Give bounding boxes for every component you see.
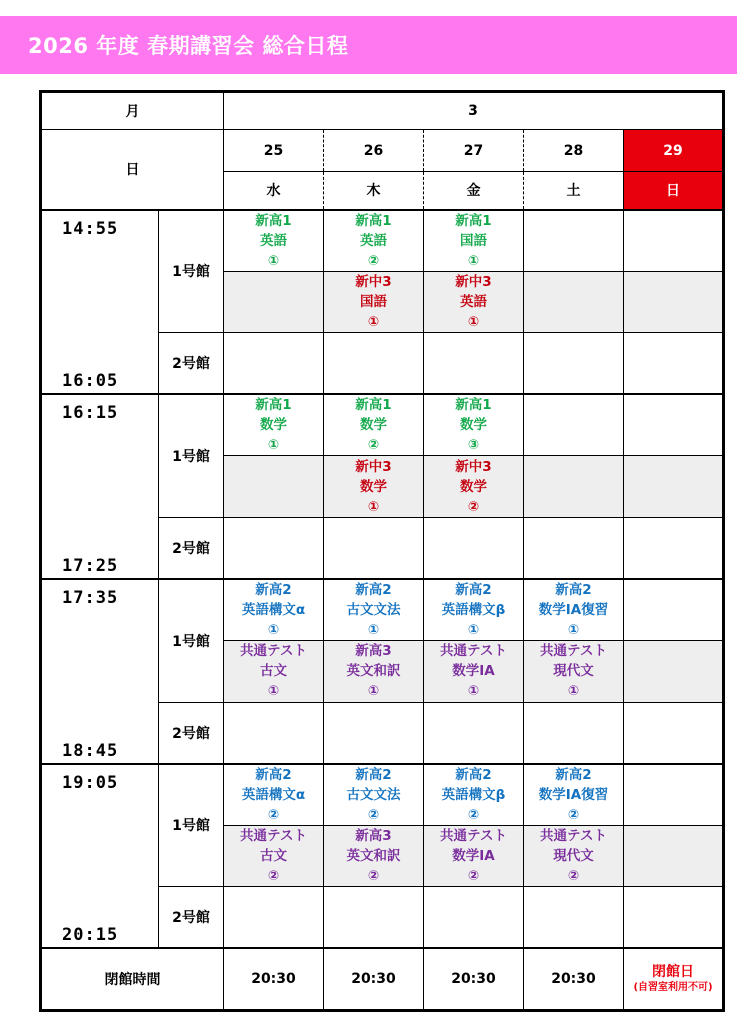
- class-slot: [524, 764, 624, 826]
- class-subject: 古文文法: [346, 602, 401, 618]
- class-slot: [424, 579, 524, 641]
- empty-slot: [624, 641, 724, 703]
- class-number: ②: [467, 806, 480, 823]
- empty-slot: [424, 702, 524, 764]
- date-cell: 27: [424, 130, 524, 172]
- class-grade: 新高1: [255, 212, 292, 229]
- class-grade: 新高1: [355, 212, 392, 229]
- class-number: ①: [467, 313, 480, 330]
- empty-slot: [224, 456, 324, 518]
- empty-slot: [624, 764, 724, 826]
- class-subject: 数学ⅠA: [452, 848, 495, 864]
- empty-slot: [624, 825, 724, 887]
- empty-slot: [324, 333, 424, 395]
- class-number: ②: [367, 868, 380, 884]
- closed-note: (自習室利用不可): [633, 982, 713, 994]
- class-subject: 現代文: [553, 663, 594, 680]
- empty-slot: [524, 210, 624, 272]
- empty-slot: [424, 333, 524, 395]
- class-grade: 新高1: [455, 397, 492, 414]
- class-grade: 新中3: [455, 458, 492, 475]
- class-number: ②: [467, 868, 480, 884]
- class-grade: 新高2: [255, 582, 292, 598]
- closed-label: 閉館日: [652, 964, 695, 981]
- class-grade: 新高2: [455, 582, 492, 598]
- end-time: 16:05: [62, 371, 119, 392]
- class-subject: 数学: [260, 417, 287, 434]
- empty-slot: [324, 887, 424, 949]
- empty-slot: [224, 517, 324, 579]
- hall-1-label: 1号館: [159, 394, 224, 517]
- period-row: [41, 764, 724, 826]
- class-subject: 数学: [460, 478, 487, 495]
- empty-slot: [524, 456, 624, 518]
- class-grade: 新高3: [355, 828, 392, 844]
- class-number: ①: [267, 437, 280, 454]
- class-slot: [224, 579, 324, 641]
- start-time: 14:55: [62, 218, 119, 239]
- class-slot: [524, 641, 624, 703]
- class-slot: [324, 641, 424, 703]
- end-time: 17:25: [62, 555, 119, 576]
- hall-1-label: 1号館: [159, 579, 224, 702]
- class-grade: 新中3: [355, 458, 392, 475]
- weekday-cell: 木: [324, 172, 424, 210]
- class-grade: 共通テスト: [440, 643, 507, 660]
- class-number: ②: [367, 806, 380, 823]
- class-number: ①: [467, 252, 480, 269]
- class-grade: 新高3: [355, 643, 392, 660]
- time-range: [41, 579, 159, 764]
- empty-slot: [624, 271, 724, 333]
- weekday-cell: 日: [624, 172, 724, 210]
- class-grade: 新高1: [455, 212, 492, 229]
- class-number: ①: [367, 313, 380, 330]
- class-subject: 英語: [260, 232, 287, 249]
- date-cell: 26: [324, 130, 424, 172]
- class-grade: 共通テスト: [540, 828, 607, 844]
- class-number: ①: [467, 622, 480, 638]
- class-slot: [324, 764, 424, 826]
- start-time: 19:05: [62, 772, 119, 793]
- class-slot: [424, 641, 524, 703]
- hall-2-label: 2号館: [159, 517, 224, 579]
- class-number: ①: [567, 622, 580, 638]
- class-slot: [224, 825, 324, 887]
- class-subject: 現代文: [553, 848, 594, 864]
- hall-1-label: 1号館: [159, 210, 224, 333]
- class-subject: 英語: [360, 232, 387, 249]
- class-subject: 古文: [260, 848, 287, 864]
- end-time: 20:15: [62, 925, 119, 946]
- empty-slot: [524, 517, 624, 579]
- hall-2-label: 2号館: [159, 333, 224, 395]
- day-label: 日: [41, 130, 224, 210]
- period-row: [41, 210, 724, 272]
- class-slot: [224, 641, 324, 703]
- empty-slot: [624, 579, 724, 641]
- empty-slot: [424, 887, 524, 949]
- empty-slot: [224, 271, 324, 333]
- end-time: 18:45: [62, 740, 119, 761]
- time-range: [41, 210, 159, 395]
- class-number: ③: [467, 437, 480, 454]
- class-slot: [324, 394, 424, 456]
- hall-2-label: 2号館: [159, 702, 224, 764]
- class-grade: 新高2: [355, 766, 392, 783]
- class-slot: [324, 579, 424, 641]
- class-subject: 古文文法: [346, 786, 401, 803]
- class-slot: [524, 579, 624, 641]
- empty-slot: [524, 702, 624, 764]
- empty-slot: [624, 456, 724, 518]
- closing-label: 閉館時間: [41, 948, 224, 1010]
- class-slot: [524, 825, 624, 887]
- class-subject: 数学ⅠA復習: [538, 786, 609, 803]
- class-slot: [324, 210, 424, 272]
- class-slot: [224, 394, 324, 456]
- class-grade: 新高1: [355, 397, 392, 414]
- closing-time: 20:30: [424, 948, 524, 1010]
- empty-slot: [324, 517, 424, 579]
- empty-slot: [624, 887, 724, 949]
- period-row: [41, 579, 724, 641]
- class-grade: 新高2: [555, 582, 592, 598]
- class-subject: 国語: [460, 232, 487, 249]
- time-range: [41, 394, 159, 579]
- class-grade: 新中3: [455, 273, 492, 290]
- class-number: ①: [267, 252, 280, 269]
- class-grade: 新高2: [455, 766, 492, 783]
- class-slot: [424, 271, 524, 333]
- class-slot: [324, 825, 424, 887]
- class-slot: [424, 456, 524, 518]
- class-number: ①: [267, 622, 280, 638]
- month-value: 3: [224, 92, 724, 130]
- closing-row: [41, 948, 724, 1010]
- title-banner: [0, 16, 737, 74]
- class-subject: 数学ⅠA: [452, 663, 495, 680]
- class-subject: 英文和訳: [346, 848, 401, 864]
- date-cell: 25: [224, 130, 324, 172]
- month-row: [41, 92, 724, 130]
- class-grade: 共通テスト: [240, 643, 307, 660]
- class-number: ②: [567, 868, 580, 884]
- class-subject: 英語構文β: [441, 786, 506, 803]
- class-number: ②: [467, 498, 480, 515]
- class-slot: [224, 764, 324, 826]
- class-slot: [424, 825, 524, 887]
- class-subject: 英語構文β: [441, 602, 506, 618]
- class-slot: [224, 210, 324, 272]
- class-subject: 国語: [360, 293, 387, 310]
- empty-slot: [524, 333, 624, 395]
- start-time: 16:15: [62, 403, 119, 424]
- class-subject: 英文和訳: [346, 663, 401, 680]
- empty-slot: [324, 702, 424, 764]
- class-grade: 共通テスト: [240, 828, 307, 844]
- class-number: ①: [367, 622, 380, 638]
- class-number: ①: [267, 683, 280, 700]
- class-number: ②: [367, 252, 380, 269]
- class-number: ①: [567, 683, 580, 700]
- time-range: [41, 764, 159, 949]
- class-slot: [424, 210, 524, 272]
- class-subject: 英語: [460, 293, 487, 310]
- class-grade: 共通テスト: [540, 643, 607, 660]
- class-number: ①: [367, 683, 380, 700]
- closing-time: 20:30: [524, 948, 624, 1010]
- class-subject: 数学ⅠA復習: [538, 602, 609, 618]
- class-subject: 古文: [260, 663, 287, 680]
- date-cell: 28: [524, 130, 624, 172]
- class-number: ②: [567, 806, 580, 823]
- class-grade: 新高2: [555, 766, 592, 783]
- start-time: 17:35: [62, 587, 119, 608]
- empty-slot: [624, 333, 724, 395]
- class-number: ①: [367, 498, 380, 515]
- class-grade: 新高2: [355, 582, 392, 598]
- class-subject: 数学: [360, 417, 387, 434]
- class-subject: 数学: [360, 478, 387, 495]
- class-number: ②: [267, 806, 280, 823]
- closing-time: 20:30: [224, 948, 324, 1010]
- class-number: ②: [267, 868, 280, 884]
- class-slot: [324, 271, 424, 333]
- class-subject: 英語構文α: [241, 602, 306, 618]
- class-grade: 共通テスト: [440, 828, 507, 844]
- period-row: [41, 394, 724, 456]
- class-slot: [424, 764, 524, 826]
- class-grade: 新高1: [255, 397, 292, 414]
- class-grade: 新高2: [255, 766, 292, 783]
- schedule-table: [39, 90, 725, 1012]
- date-cell: 29: [624, 130, 724, 172]
- weekday-cell: 水: [224, 172, 324, 210]
- empty-slot: [624, 702, 724, 764]
- class-subject: 英語構文α: [241, 786, 306, 803]
- empty-slot: [524, 887, 624, 949]
- closed-day-cell: [624, 948, 724, 1010]
- class-grade: 新中3: [355, 273, 392, 290]
- weekday-cell: 土: [524, 172, 624, 210]
- class-number: ①: [467, 683, 480, 700]
- hall-2-label: 2号館: [159, 887, 224, 949]
- page-title: 2026 年度 春期講習会 総合日程: [28, 34, 349, 58]
- closing-time: 20:30: [324, 948, 424, 1010]
- month-label: 月: [41, 92, 224, 130]
- empty-slot: [424, 517, 524, 579]
- class-slot: [324, 456, 424, 518]
- empty-slot: [224, 702, 324, 764]
- class-slot: [424, 394, 524, 456]
- date-row: [41, 130, 724, 172]
- class-subject: 数学: [460, 417, 487, 434]
- class-number: ②: [367, 437, 380, 454]
- empty-slot: [524, 271, 624, 333]
- empty-slot: [624, 517, 724, 579]
- empty-slot: [524, 394, 624, 456]
- empty-slot: [224, 333, 324, 395]
- empty-slot: [624, 394, 724, 456]
- empty-slot: [624, 210, 724, 272]
- hall-1-label: 1号館: [159, 764, 224, 887]
- weekday-cell: 金: [424, 172, 524, 210]
- empty-slot: [224, 887, 324, 949]
